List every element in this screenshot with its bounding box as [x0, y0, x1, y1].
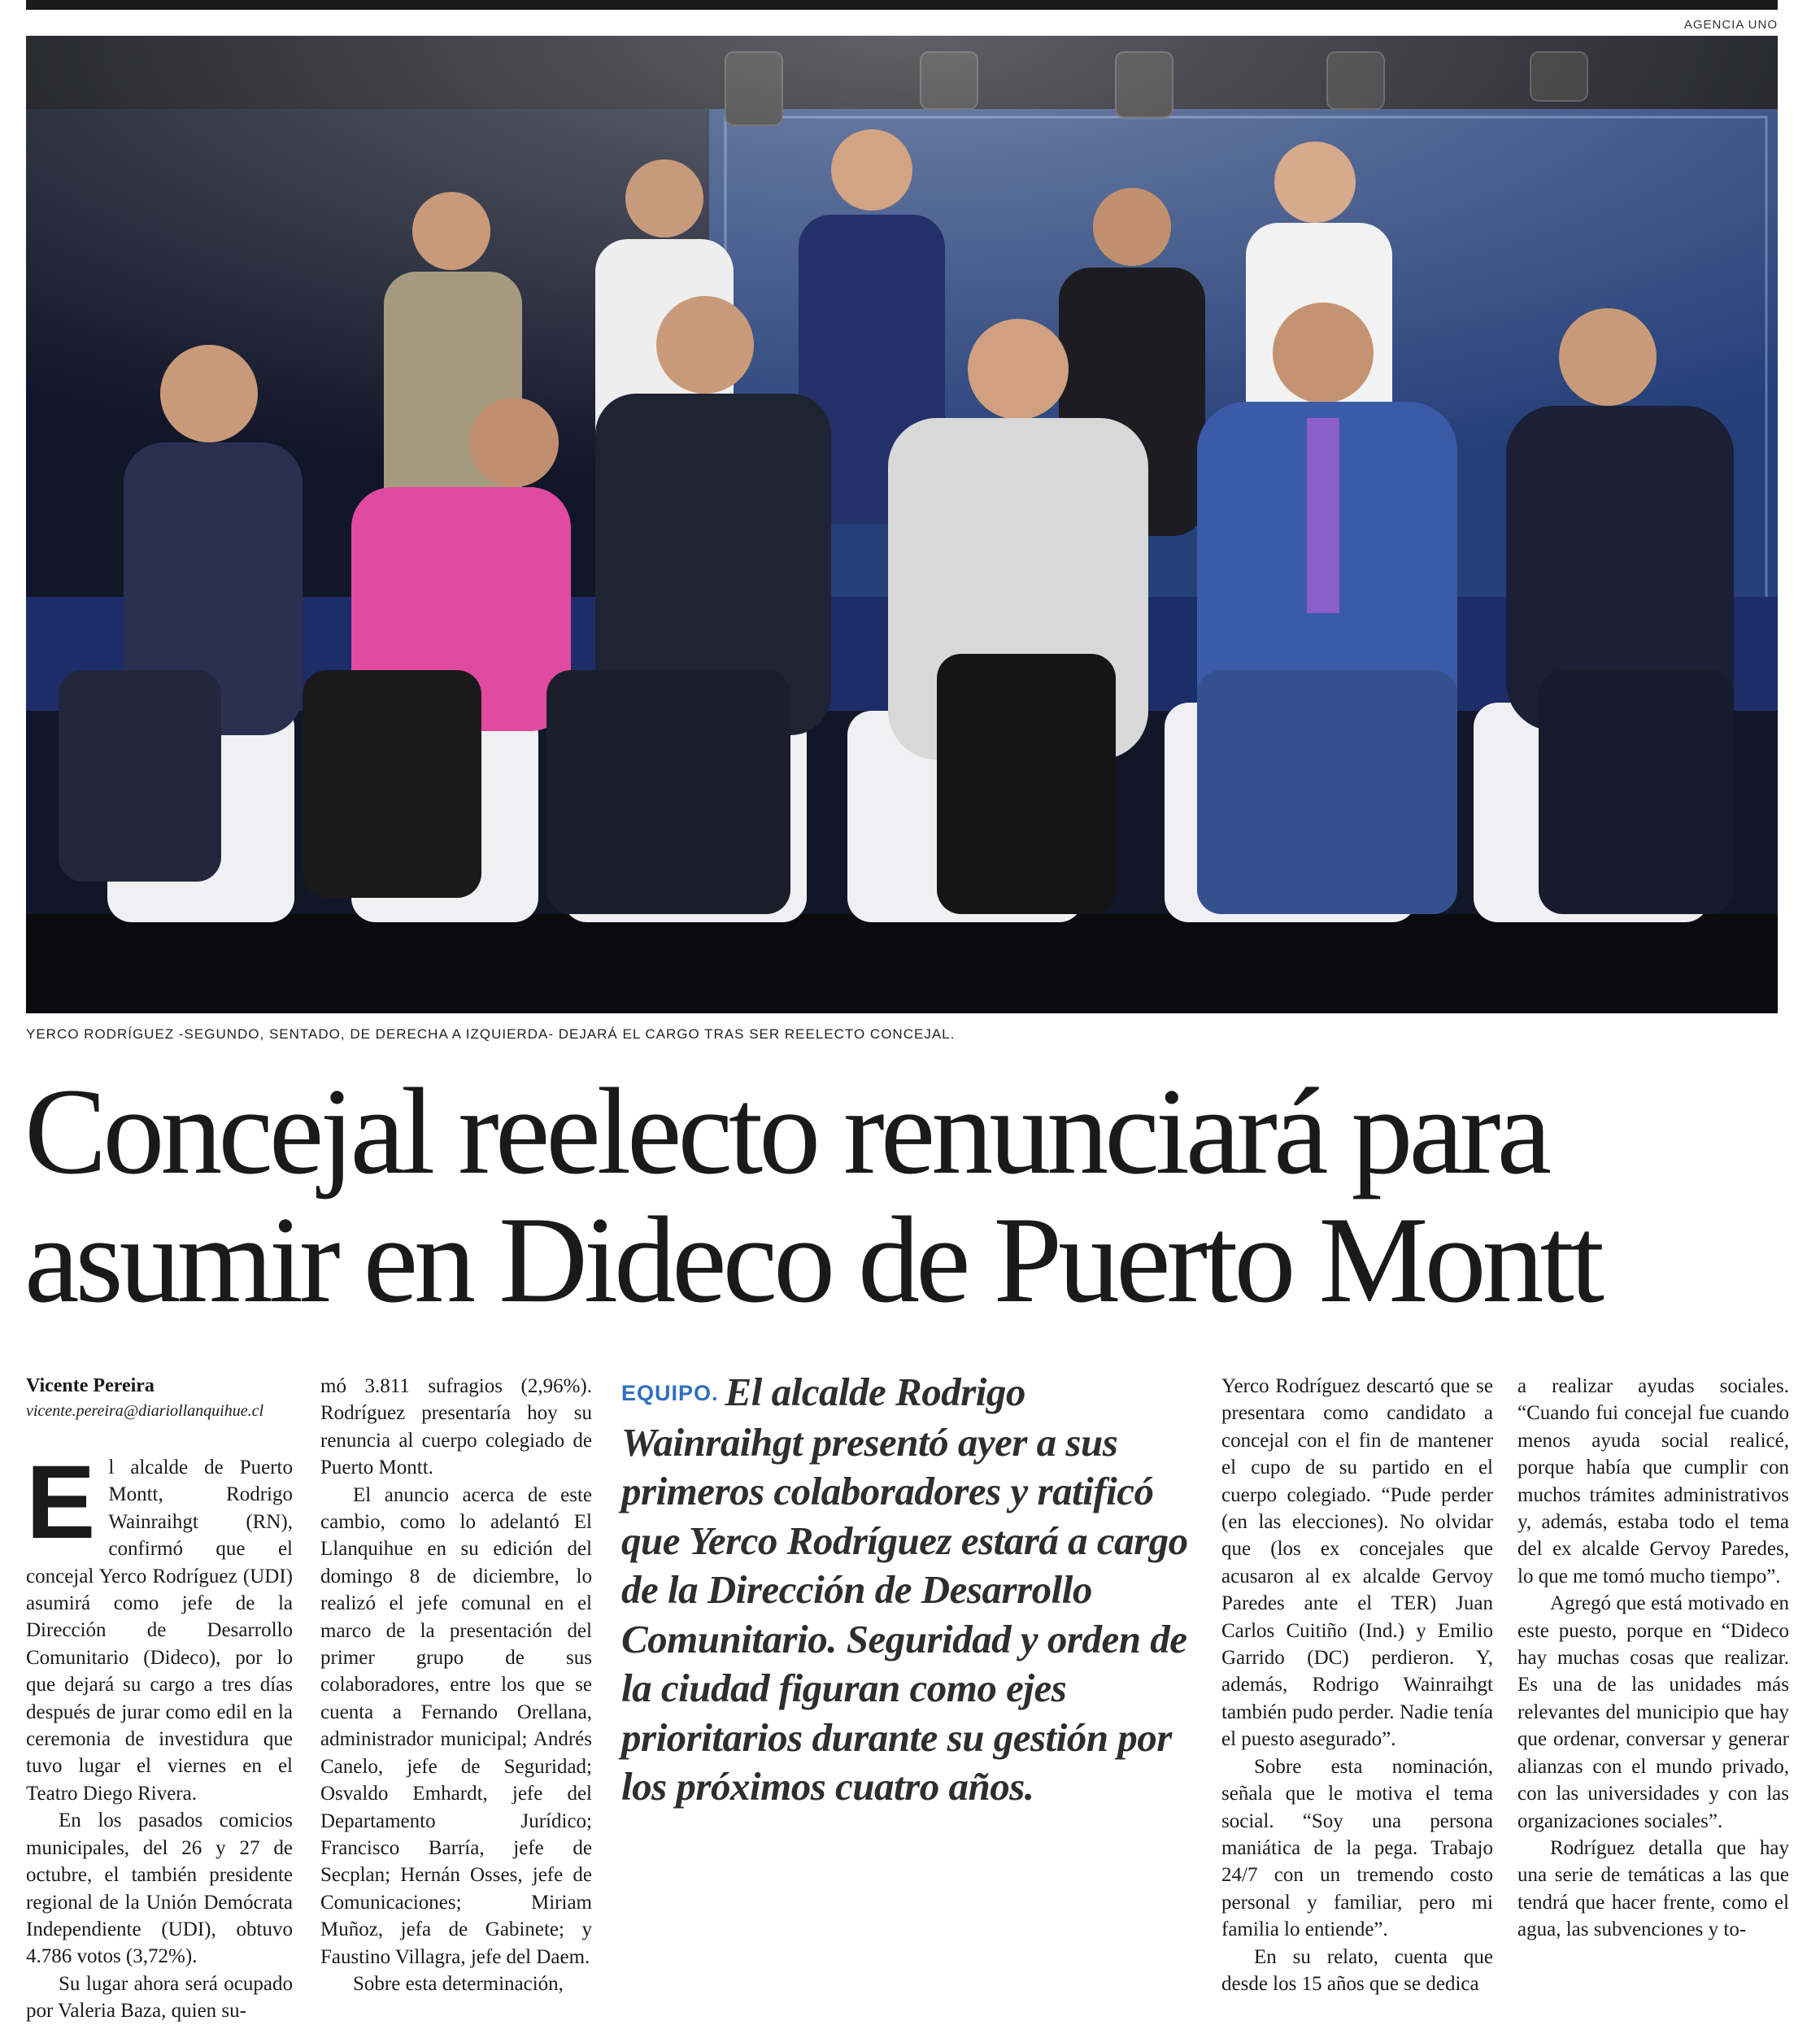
paragraph: En su relato, cuenta que desde los 15 años que se dedica — [1221, 1945, 1493, 1995]
headline-line-2: asumir en Dideco de Puerto Montt — [24, 1191, 1601, 1328]
article-column-3 — [1221, 1373, 1493, 1997]
article-column-2 — [320, 1373, 592, 1997]
paragraph: El anuncio acerca de este cambio, como lo adelantó El Llanquihue en su edición del domingo 8 de diciembre, lo realizó el jefe comunal en el marco de la presentación del primer grupo de sus colaboradores, entre los que se cuenta a Fernando Orellana, administrador municipal; Andrés Canelo, jefe de Seguridad; Osvaldo Emhardt, jefe del Departamento Jurídico; Francisco Barría, jefe de Secplan; Hernán Osses, jefe de Comunicaciones; Miriam Muñoz, jefa de Gabinete; y Faustino Villagra, jefe del Daem. — [320, 1483, 592, 1968]
pull-quote — [621, 1368, 1191, 1812]
byline-email: vicente.pereira@diariollanquihue.cl — [26, 1402, 264, 1420]
paragraph: Su lugar ahora será ocupado por Valeria Baza, quien su- — [26, 1972, 293, 2023]
paragraph: Sobre esta nominación, señala que le motiva el tema social. “Soy una persona maniática de la pega. Trabajo 24/7 con un tremendo costo personal y familiar, pero mi familia lo entiende”. — [1221, 1755, 1493, 1941]
drop-cap: E — [26, 1444, 96, 1561]
headline-line-1: Concejal reelecto renunciará para — [24, 1063, 1548, 1200]
photo-credit: AGENCIA UNO — [1683, 18, 1778, 32]
lead-text: l alcalde de Puerto Montt, Rodrigo Wainraihgt (RN), confirmó que el concejal Yerco Rodríguez (UDI) asumirá como jefe de la Dirección de Desarrollo Comunitario (Dideco), por lo que dejará su cargo a tres días después de jurar como edil en la ceremonia de investidura que tuvo lugar el viernes en el Teatro Diego Rivera. — [26, 1457, 293, 1805]
paragraph: En los pasados comicios municipales, del 26 y 27 de octubre, el también presidente regional de la Unión Demócrata Independiente (UDI), obtuvo 4.786 votos (3,72%). — [26, 1809, 293, 1968]
byline-name: Vicente Pereira — [26, 1375, 155, 1396]
paragraph: mó 3.811 sufragios (2,96%). Rodríguez presentaría hoy su renuncia al cuerpo colegiado de Puerto Montt. — [320, 1375, 592, 1479]
article-column-4 — [1517, 1373, 1789, 1944]
paragraph: Rodríguez detalla que hay una serie de temáticas a las que tendrá que hacer frente, como el agua, las subvenciones y to- — [1517, 1836, 1789, 1941]
group-photo-illustration — [26, 36, 1778, 1013]
top-rule — [26, 0, 1778, 10]
paragraph: Agregó que está motivado en este puesto, porque en “Dideco hay muchas cosas que realizar. Es una de las unidades más relevantes del municipio que hay que ordenar, conversar y generar alianzas con el mundo privado, con las universidades y con las organizaciones sociales”. — [1517, 1592, 1789, 1832]
pull-quote-label: EQUIPO. — [621, 1381, 719, 1405]
paragraph: Sobre esta determinación, — [353, 1972, 564, 1995]
article-column-1 — [26, 1373, 293, 2025]
lead-paragraph — [26, 1444, 293, 1807]
paragraph: a realizar ayudas sociales. “Cuando fui concejal fue cuando menos ayuda social realicé, porque había que cumplir con muchos trámites administrativos y, además, estaba todo el tema del ex alcalde Gervoy Paredes, lo que me tomó mucho tiempo”. — [1517, 1375, 1789, 1587]
paragraph: Yerco Rodríguez descartó que se presentara como candidato a concejal con el fin de mantener el cupo de su partido en el cuerpo colegiado. “Pude perder (en las elecciones). No olvidar que (los ex concejales que acusaron al ex alcalde Gervoy Paredes ante el TER) Juan Carlos Cuitiño (Ind.) y Emilio Garrido (DC) perdieron. Y, además, Rodrigo Wainraihgt también pudo perder. Nadie tenía el puesto asegurado”. — [1221, 1375, 1493, 1751]
news-photo — [26, 36, 1778, 1013]
headline — [24, 1063, 1796, 1328]
photo-caption: YERCO RODRÍGUEZ -SEGUNDO, SENTADO, DE DERECHA A IZQUIERDA- DEJARÁ EL CARGO TRAS SER REELECTO CONCEJAL. — [26, 1026, 956, 1042]
pull-quote-text: El alcalde Rodrigo Wainraihgt presentó ayer a sus primeros colaboradores y ratificó que Yerco Rodríguez estará a cargo de la Dirección de Desarrollo Comunitario. Seguridad y orden de la ciudad figuran como ejes prioritarios durante su gestión por los próximos cuatro años. — [621, 1370, 1188, 1809]
